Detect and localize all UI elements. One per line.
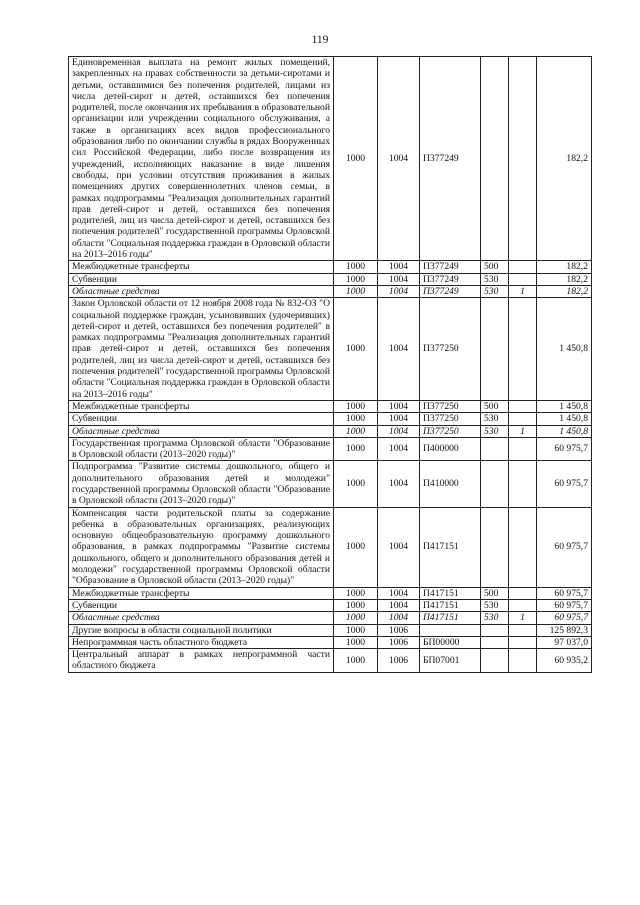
cell-subsection: 1004 bbox=[378, 425, 420, 437]
table-row bbox=[69, 57, 592, 261]
cell-name: Государственная программа Орловской области "Образование в Орловской области (2013–2020 годы)" bbox=[69, 437, 334, 461]
cell-amount: 1 450,8 bbox=[537, 298, 592, 401]
cell-funding-source bbox=[509, 261, 537, 273]
cell-funding-source bbox=[509, 57, 537, 261]
cell-funding-source bbox=[509, 298, 537, 401]
cell-subsection: 1004 bbox=[378, 413, 420, 425]
cell-amount: 60 975,7 bbox=[537, 612, 592, 624]
cell-subsection: 1004 bbox=[378, 298, 420, 401]
table-row bbox=[69, 599, 592, 611]
table-row bbox=[69, 285, 592, 297]
cell-target-article: П377250 bbox=[420, 413, 481, 425]
cell-expense-type bbox=[481, 636, 509, 648]
cell-expense-type: 530 bbox=[481, 285, 509, 297]
cell-target-article: П410000 bbox=[420, 461, 481, 507]
cell-section: 1000 bbox=[334, 612, 378, 624]
cell-subsection: 1004 bbox=[378, 285, 420, 297]
cell-expense-type bbox=[481, 298, 509, 401]
table-row bbox=[69, 425, 592, 437]
cell-subsection: 1006 bbox=[378, 636, 420, 648]
cell-name: Субвенции bbox=[69, 413, 334, 425]
cell-expense-type: 500 bbox=[481, 261, 509, 273]
table-row bbox=[69, 624, 592, 636]
cell-amount: 97 037,0 bbox=[537, 636, 592, 648]
cell-amount: 1 450,8 bbox=[537, 400, 592, 412]
cell-target-article: П377249 bbox=[420, 57, 481, 261]
cell-section: 1000 bbox=[334, 599, 378, 611]
cell-name: Межбюджетные трансферты bbox=[69, 400, 334, 412]
cell-amount: 182,2 bbox=[537, 261, 592, 273]
cell-name: Областные средства bbox=[69, 425, 334, 437]
cell-funding-source bbox=[509, 649, 537, 673]
cell-target-article: П417151 bbox=[420, 587, 481, 599]
cell-subsection: 1006 bbox=[378, 649, 420, 673]
cell-amount: 60 975,7 bbox=[537, 599, 592, 611]
cell-section: 1000 bbox=[334, 425, 378, 437]
cell-amount: 182,2 bbox=[537, 57, 592, 261]
cell-expense-type bbox=[481, 624, 509, 636]
cell-section: 1000 bbox=[334, 636, 378, 648]
cell-funding-source bbox=[509, 437, 537, 461]
cell-section: 1000 bbox=[334, 587, 378, 599]
cell-target-article: П377249 bbox=[420, 285, 481, 297]
cell-amount: 182,2 bbox=[537, 273, 592, 285]
cell-expense-type: 530 bbox=[481, 413, 509, 425]
cell-section: 1000 bbox=[334, 57, 378, 261]
table-row bbox=[69, 461, 592, 507]
cell-subsection: 1006 bbox=[378, 624, 420, 636]
cell-amount: 60 935,2 bbox=[537, 649, 592, 673]
cell-target-article: П377250 bbox=[420, 298, 481, 401]
cell-amount: 1 450,8 bbox=[537, 425, 592, 437]
table-body bbox=[69, 57, 592, 673]
cell-target-article: П377249 bbox=[420, 273, 481, 285]
cell-expense-type bbox=[481, 461, 509, 507]
cell-section: 1000 bbox=[334, 461, 378, 507]
cell-section: 1000 bbox=[334, 649, 378, 673]
table-row bbox=[69, 636, 592, 648]
cell-funding-source bbox=[509, 599, 537, 611]
table-row bbox=[69, 649, 592, 673]
table-row bbox=[69, 273, 592, 285]
table-row bbox=[69, 261, 592, 273]
cell-amount: 60 975,7 bbox=[537, 587, 592, 599]
cell-amount: 1 450,8 bbox=[537, 413, 592, 425]
table-row bbox=[69, 587, 592, 599]
budget-table bbox=[68, 56, 592, 673]
cell-subsection: 1004 bbox=[378, 599, 420, 611]
table-row bbox=[69, 612, 592, 624]
cell-section: 1000 bbox=[334, 273, 378, 285]
cell-subsection: 1004 bbox=[378, 261, 420, 273]
table-row bbox=[69, 413, 592, 425]
cell-name: Субвенции bbox=[69, 599, 334, 611]
cell-subsection: 1004 bbox=[378, 587, 420, 599]
cell-name: Другие вопросы в области социальной политики bbox=[69, 624, 334, 636]
cell-name: Подпрограмма "Развитие системы дошкольного, общего и дополнительного образования детей и молодежи" государственной программы Орловской области "Образование в Орловской области (2013–2020 годы)" bbox=[69, 461, 334, 507]
cell-name: Центральный аппарат в рамках непрограммной части областного бюджета bbox=[69, 649, 334, 673]
cell-name: Областные средства bbox=[69, 612, 334, 624]
cell-target-article: П417151 bbox=[420, 612, 481, 624]
cell-amount: 60 975,7 bbox=[537, 461, 592, 507]
cell-amount: 182,2 bbox=[537, 285, 592, 297]
cell-funding-source: 1 bbox=[509, 612, 537, 624]
cell-name: Межбюджетные трансферты bbox=[69, 587, 334, 599]
cell-funding-source: 1 bbox=[509, 425, 537, 437]
cell-expense-type: 530 bbox=[481, 599, 509, 611]
cell-name: Субвенции bbox=[69, 273, 334, 285]
table-row bbox=[69, 298, 592, 401]
cell-funding-source bbox=[509, 273, 537, 285]
cell-section: 1000 bbox=[334, 437, 378, 461]
cell-subsection: 1004 bbox=[378, 612, 420, 624]
cell-expense-type: 500 bbox=[481, 400, 509, 412]
cell-target-article: БП00000 bbox=[420, 636, 481, 648]
page-number: 119 bbox=[311, 34, 329, 46]
cell-section: 1000 bbox=[334, 413, 378, 425]
cell-subsection: 1004 bbox=[378, 507, 420, 587]
cell-funding-source bbox=[509, 636, 537, 648]
cell-section: 1000 bbox=[334, 285, 378, 297]
cell-section: 1000 bbox=[334, 298, 378, 401]
cell-section: 1000 bbox=[334, 400, 378, 412]
cell-target-article bbox=[420, 624, 481, 636]
cell-funding-source bbox=[509, 400, 537, 412]
cell-expense-type bbox=[481, 649, 509, 673]
cell-target-article: П417151 bbox=[420, 599, 481, 611]
cell-target-article: П400000 bbox=[420, 437, 481, 461]
cell-subsection: 1004 bbox=[378, 57, 420, 261]
cell-target-article: П377249 bbox=[420, 261, 481, 273]
cell-name: Непрограммная часть областного бюджета bbox=[69, 636, 334, 648]
cell-funding-source bbox=[509, 413, 537, 425]
cell-section: 1000 bbox=[334, 507, 378, 587]
cell-expense-type: 530 bbox=[481, 425, 509, 437]
cell-amount: 125 892,3 bbox=[537, 624, 592, 636]
cell-target-article: П377250 bbox=[420, 425, 481, 437]
cell-section: 1000 bbox=[334, 261, 378, 273]
cell-subsection: 1004 bbox=[378, 461, 420, 507]
cell-expense-type bbox=[481, 507, 509, 587]
cell-subsection: 1004 bbox=[378, 437, 420, 461]
cell-funding-source bbox=[509, 624, 537, 636]
cell-amount: 60 975,7 bbox=[537, 507, 592, 587]
cell-section: 1000 bbox=[334, 624, 378, 636]
cell-funding-source: 1 bbox=[509, 285, 537, 297]
cell-name: Межбюджетные трансферты bbox=[69, 261, 334, 273]
cell-funding-source bbox=[509, 507, 537, 587]
cell-target-article: БП07001 bbox=[420, 649, 481, 673]
cell-expense-type: 530 bbox=[481, 273, 509, 285]
cell-target-article: П417151 bbox=[420, 507, 481, 587]
cell-expense-type: 530 bbox=[481, 612, 509, 624]
cell-expense-type: 500 bbox=[481, 587, 509, 599]
table-row bbox=[69, 507, 592, 587]
cell-funding-source bbox=[509, 587, 537, 599]
cell-name: Закон Орловской области от 12 ноября 2008 года № 832-ОЗ "О социальной поддержке граждан, усыновивших (удочеривших) детей-сирот и детей, оставшихся без попечения родителей" в рамках подпрограммы "Реализация дополнительных гарантий прав детей-сирот и детей, оставшихся без попечения родителей, лиц из числа детей-сирот и детей, оставшихся без попечения родителей" государственной программы Орловской области "Социальная поддержка граждан в Орловской области на 2013–2016 годы" bbox=[69, 298, 334, 401]
cell-expense-type bbox=[481, 57, 509, 261]
cell-name: Единовременная выплата на ремонт жилых помещений, закрепленных на правах собственности за детьми-сиротами и детьми, оставшимися без попечения родителей, лицами из числа детей-сирот и детей, оставшихся без попечения родителей, после окончания их пребывания в образовательной организации или учреждении социального обслуживания, а также в организациях всех видов профессионального образования либо по окончании службы в рядах Вооруженных сил Российской Федерации, либо после возвращения из учреждений, исполняющих наказание в виде лишения свободы, при условии отсутствия проживания в жилых помещениях других совершеннолетних членов семьи, в рамках подпрограммы "Реализация дополнительных гарантий прав детей-сирот и детей, оставшихся без попечения родителей, лиц из числа детей-сирот и детей, оставшихся без попечения родителей" государственной программы Орловской области "Социальная поддержка граждан в Орловской области на 2013–2016 годы" bbox=[69, 57, 334, 261]
cell-subsection: 1004 bbox=[378, 400, 420, 412]
cell-funding-source bbox=[509, 461, 537, 507]
table-row bbox=[69, 437, 592, 461]
cell-name: Компенсация части родительской платы за содержание ребенка в образовательных организациях, реализующих основную общеобразовательную программу дошкольного образования, в рамках подпрограммы "Развитие системы дошкольного, общего и дополнительного образования детей и молодежи" государственной программы Орловской области "Образование в Орловской области (2013–2020 годы)" bbox=[69, 507, 334, 587]
cell-target-article: П377250 bbox=[420, 400, 481, 412]
table-row bbox=[69, 400, 592, 412]
cell-expense-type bbox=[481, 437, 509, 461]
cell-amount: 60 975,7 bbox=[537, 437, 592, 461]
cell-name: Областные средства bbox=[69, 285, 334, 297]
cell-subsection: 1004 bbox=[378, 273, 420, 285]
